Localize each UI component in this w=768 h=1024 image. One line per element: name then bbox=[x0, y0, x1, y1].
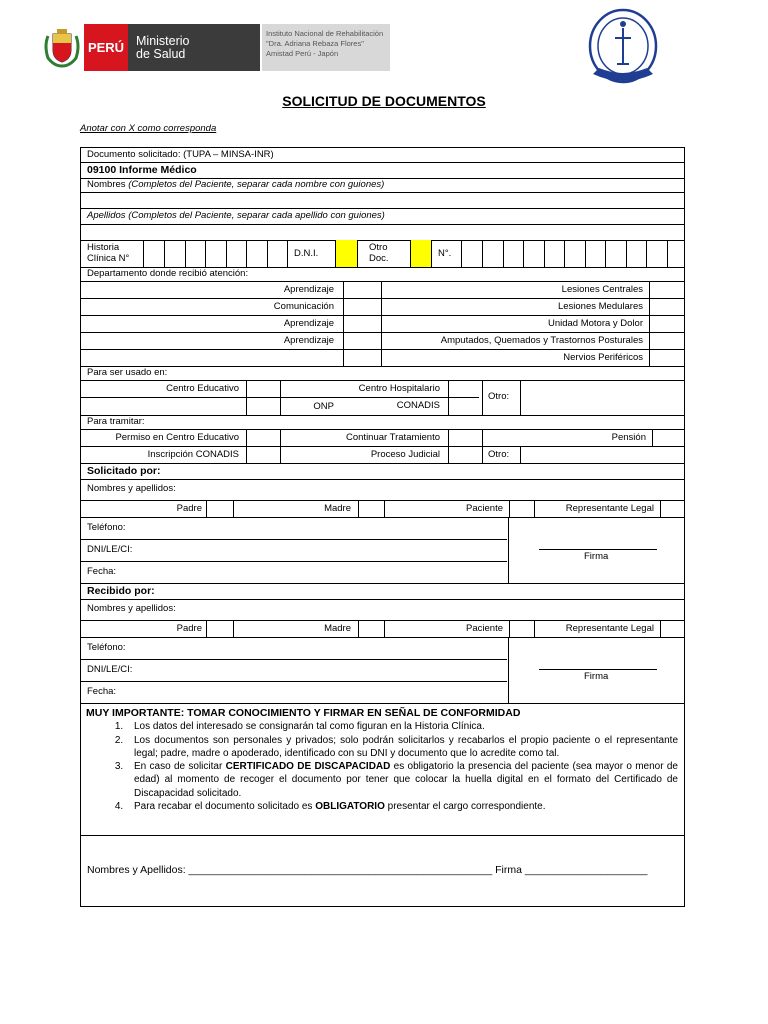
checkbox-cell[interactable] bbox=[206, 500, 233, 517]
request-form bbox=[80, 147, 685, 907]
recibido-heading-row: Recibido por: bbox=[81, 583, 684, 600]
solicitado-contact-block bbox=[81, 517, 684, 584]
historia-digit-cell[interactable] bbox=[267, 240, 268, 267]
departamento-label-row: Departamento donde recibió atención: bbox=[81, 267, 684, 282]
minsa-logo: Ministerio de Salud bbox=[128, 24, 260, 71]
checkbox-cell[interactable] bbox=[509, 620, 534, 637]
note-item: 3. En caso de solicitar CERTIFICADO DE DISCAPACIDAD es obligatorio la presencia del paciente (sea mayor o menor de edad) al momento de recoger el documento por tener que colocar la huella digital en el formato del Certificado de Discapacidad solicitado. bbox=[126, 760, 678, 800]
departamento-row: Aprendizaje Unidad Motora y Dolor bbox=[81, 315, 684, 333]
historia-digit-cell[interactable] bbox=[246, 240, 247, 267]
tramitar-row: Inscripción CONADIS Proceso Judicial Otro: bbox=[81, 446, 684, 464]
nombres-label-row bbox=[81, 178, 684, 193]
nombres-label: Nombres (Completos del Paciente, separar cada nombre con guiones) bbox=[87, 179, 385, 190]
solicitado-fecha-field[interactable]: Fecha: bbox=[87, 566, 117, 577]
checkbox-cell[interactable] bbox=[652, 429, 685, 446]
recibido-relationship-row: Padre Madre Paciente Representante Legal bbox=[81, 620, 684, 638]
numero-label-cell: N°. bbox=[431, 240, 461, 267]
numero-digit-cell[interactable] bbox=[585, 240, 586, 267]
numero-digit-cell[interactable] bbox=[564, 240, 565, 267]
solicitado-dni-field[interactable]: DNI/LE/CI: bbox=[81, 539, 507, 562]
signature-line bbox=[539, 549, 657, 550]
numero-digit-cell[interactable] bbox=[626, 240, 627, 267]
checkbox-cell[interactable] bbox=[358, 500, 384, 517]
checkbox-cell[interactable] bbox=[660, 620, 685, 637]
numero-digit-cell[interactable] bbox=[544, 240, 545, 267]
recibido-dni-field[interactable]: DNI/LE/CI: bbox=[81, 659, 507, 682]
checkbox-cell[interactable] bbox=[649, 298, 685, 315]
recibido-contact-block bbox=[81, 637, 684, 704]
document-requested-label: Documento solicitado: (TUPA – MINSA-INR) bbox=[87, 149, 274, 160]
departamento-row: Aprendizaje Amputados, Quemados y Trastornos Posturales bbox=[81, 332, 684, 350]
numero-digit-cell[interactable] bbox=[667, 240, 668, 267]
otro-tramite-input[interactable] bbox=[520, 446, 685, 463]
tramitar-row: Permiso en Centro Educativo Continuar Tratamiento Pensión bbox=[81, 429, 684, 447]
solicitado-relationship-row: Padre Madre Paciente Representante Legal bbox=[81, 500, 684, 518]
checkbox-cell[interactable] bbox=[246, 397, 280, 415]
checkbox-cell[interactable] bbox=[246, 429, 280, 446]
document-title: SOLICITUD DE DOCUMENTOS bbox=[282, 93, 486, 109]
otro-doc-label-cell: Otro Doc. bbox=[357, 240, 410, 267]
departamento-row: Comunicación Lesiones Medulares bbox=[81, 298, 684, 316]
signature-line bbox=[539, 669, 657, 670]
document-value-row bbox=[81, 162, 684, 179]
historia-digit-cell[interactable] bbox=[205, 240, 206, 267]
checkbox-cell[interactable] bbox=[649, 349, 685, 366]
solicitado-telefono-field[interactable]: Teléfono: bbox=[81, 517, 507, 540]
historia-digit-cell[interactable] bbox=[185, 240, 186, 267]
solicitado-heading-row: Solicitado por: bbox=[81, 463, 684, 480]
numero-digit-cell[interactable] bbox=[523, 240, 524, 267]
recibido-fecha-field[interactable]: Fecha: bbox=[87, 686, 117, 697]
identification-row bbox=[81, 240, 684, 268]
numero-digit-cell[interactable] bbox=[503, 240, 504, 267]
note-item: 4. Para recabar el documento solicitado es OBLIGATORIO presentar el cargo correspondiente. bbox=[126, 800, 678, 813]
uso-label-row: Para ser usado en: bbox=[81, 366, 684, 381]
checkbox-cell[interactable] bbox=[343, 281, 381, 298]
note-item: 1. Los datos del interesado se consignarán tal como figuran en la Historia Clínica. bbox=[126, 720, 678, 733]
note-item: 2. Los documentos son personales y privados; solo podrán solicitarlos y recabarlos el propio paciente o el representante legal; padre, madre o apoderado, identificado con su DNI y documento que lo acredite como tal. bbox=[126, 734, 678, 761]
checkbox-cell[interactable] bbox=[448, 429, 482, 446]
apellidos-label-row bbox=[81, 208, 684, 225]
uso-block: Centro Educativo Centro Hospitalario ONP CONADIS Otro: bbox=[81, 380, 684, 416]
checkbox-cell[interactable] bbox=[343, 315, 381, 332]
departamento-row: Nervios Periféricos bbox=[81, 349, 684, 367]
recibido-firma-box[interactable]: Firma bbox=[508, 637, 685, 703]
otro-uso-input[interactable] bbox=[520, 380, 685, 415]
institute-logo: Instituto Nacional de Rehabilitación "Dra. Adriana Rebaza Flores" Amistad Perú - Japón bbox=[262, 24, 390, 71]
numero-digit-cell[interactable] bbox=[605, 240, 606, 267]
checkbox-cell[interactable] bbox=[343, 332, 381, 349]
document-value: 09100 Informe Médico bbox=[87, 164, 197, 176]
checkbox-cell[interactable] bbox=[649, 332, 685, 349]
recibido-nombres-row[interactable]: Nombres y apellidos: bbox=[81, 599, 684, 621]
historia-digit-cell[interactable] bbox=[164, 240, 165, 267]
apellidos-label: Apellidos (Completos del Paciente, separar cada apellido con guiones) bbox=[87, 210, 385, 221]
otro-doc-input-cell[interactable] bbox=[410, 240, 431, 267]
instruction-text: Anotar con X como corresponda bbox=[80, 123, 217, 134]
peru-coat-of-arms-icon bbox=[44, 26, 80, 68]
institute-seal-icon bbox=[587, 8, 659, 90]
important-notes-list bbox=[86, 720, 678, 813]
historia-digit-cell[interactable] bbox=[226, 240, 227, 267]
checkbox-cell[interactable] bbox=[246, 380, 280, 397]
apellidos-input-row[interactable] bbox=[81, 224, 684, 241]
checkbox-cell[interactable] bbox=[206, 620, 233, 637]
departamento-row: Aprendizaje Lesiones Centrales bbox=[81, 281, 684, 299]
solicitado-firma-box[interactable]: Firma bbox=[508, 517, 685, 583]
nombres-input-row[interactable] bbox=[81, 192, 684, 209]
dni-label-cell: D.N.I. bbox=[287, 240, 335, 267]
checkbox-cell[interactable] bbox=[343, 349, 381, 366]
document-requested-row bbox=[81, 148, 684, 163]
numero-digit-cell[interactable] bbox=[482, 240, 483, 267]
numero-digit-cell[interactable] bbox=[646, 240, 647, 267]
final-signature-section[interactable] bbox=[81, 835, 684, 907]
historia-digit-cell[interactable] bbox=[143, 240, 144, 267]
recibido-telefono-field[interactable]: Teléfono: bbox=[81, 637, 507, 660]
checkbox-cell[interactable] bbox=[246, 446, 280, 463]
solicitado-nombres-row[interactable]: Nombres y apellidos: bbox=[81, 479, 684, 501]
historia-clinica-label: Historia Clínica N° bbox=[87, 242, 130, 264]
checkbox-cell[interactable] bbox=[509, 500, 534, 517]
checkbox-cell[interactable] bbox=[448, 380, 482, 415]
checkbox-cell[interactable] bbox=[649, 281, 685, 298]
important-heading: MUY IMPORTANTE: TOMAR CONOCIMIENTO Y FIRMAR EN SEÑAL DE CONFORMIDAD bbox=[86, 707, 521, 719]
checkbox-cell[interactable] bbox=[448, 446, 482, 463]
important-notes-section bbox=[81, 703, 684, 836]
final-signature-line: Nombres y Apellidos: ____________________________________________________ Firma _____________________ bbox=[87, 864, 648, 876]
checkbox-cell[interactable] bbox=[660, 500, 685, 517]
dni-input-cell[interactable] bbox=[335, 240, 357, 267]
checkbox-cell[interactable] bbox=[649, 315, 685, 332]
checkbox-cell[interactable] bbox=[343, 298, 381, 315]
tramitar-label-row: Para tramitar: bbox=[81, 415, 684, 430]
numero-digit-cell[interactable] bbox=[461, 240, 462, 267]
checkbox-cell[interactable] bbox=[358, 620, 384, 637]
peru-logo: PERÚ bbox=[84, 24, 128, 71]
